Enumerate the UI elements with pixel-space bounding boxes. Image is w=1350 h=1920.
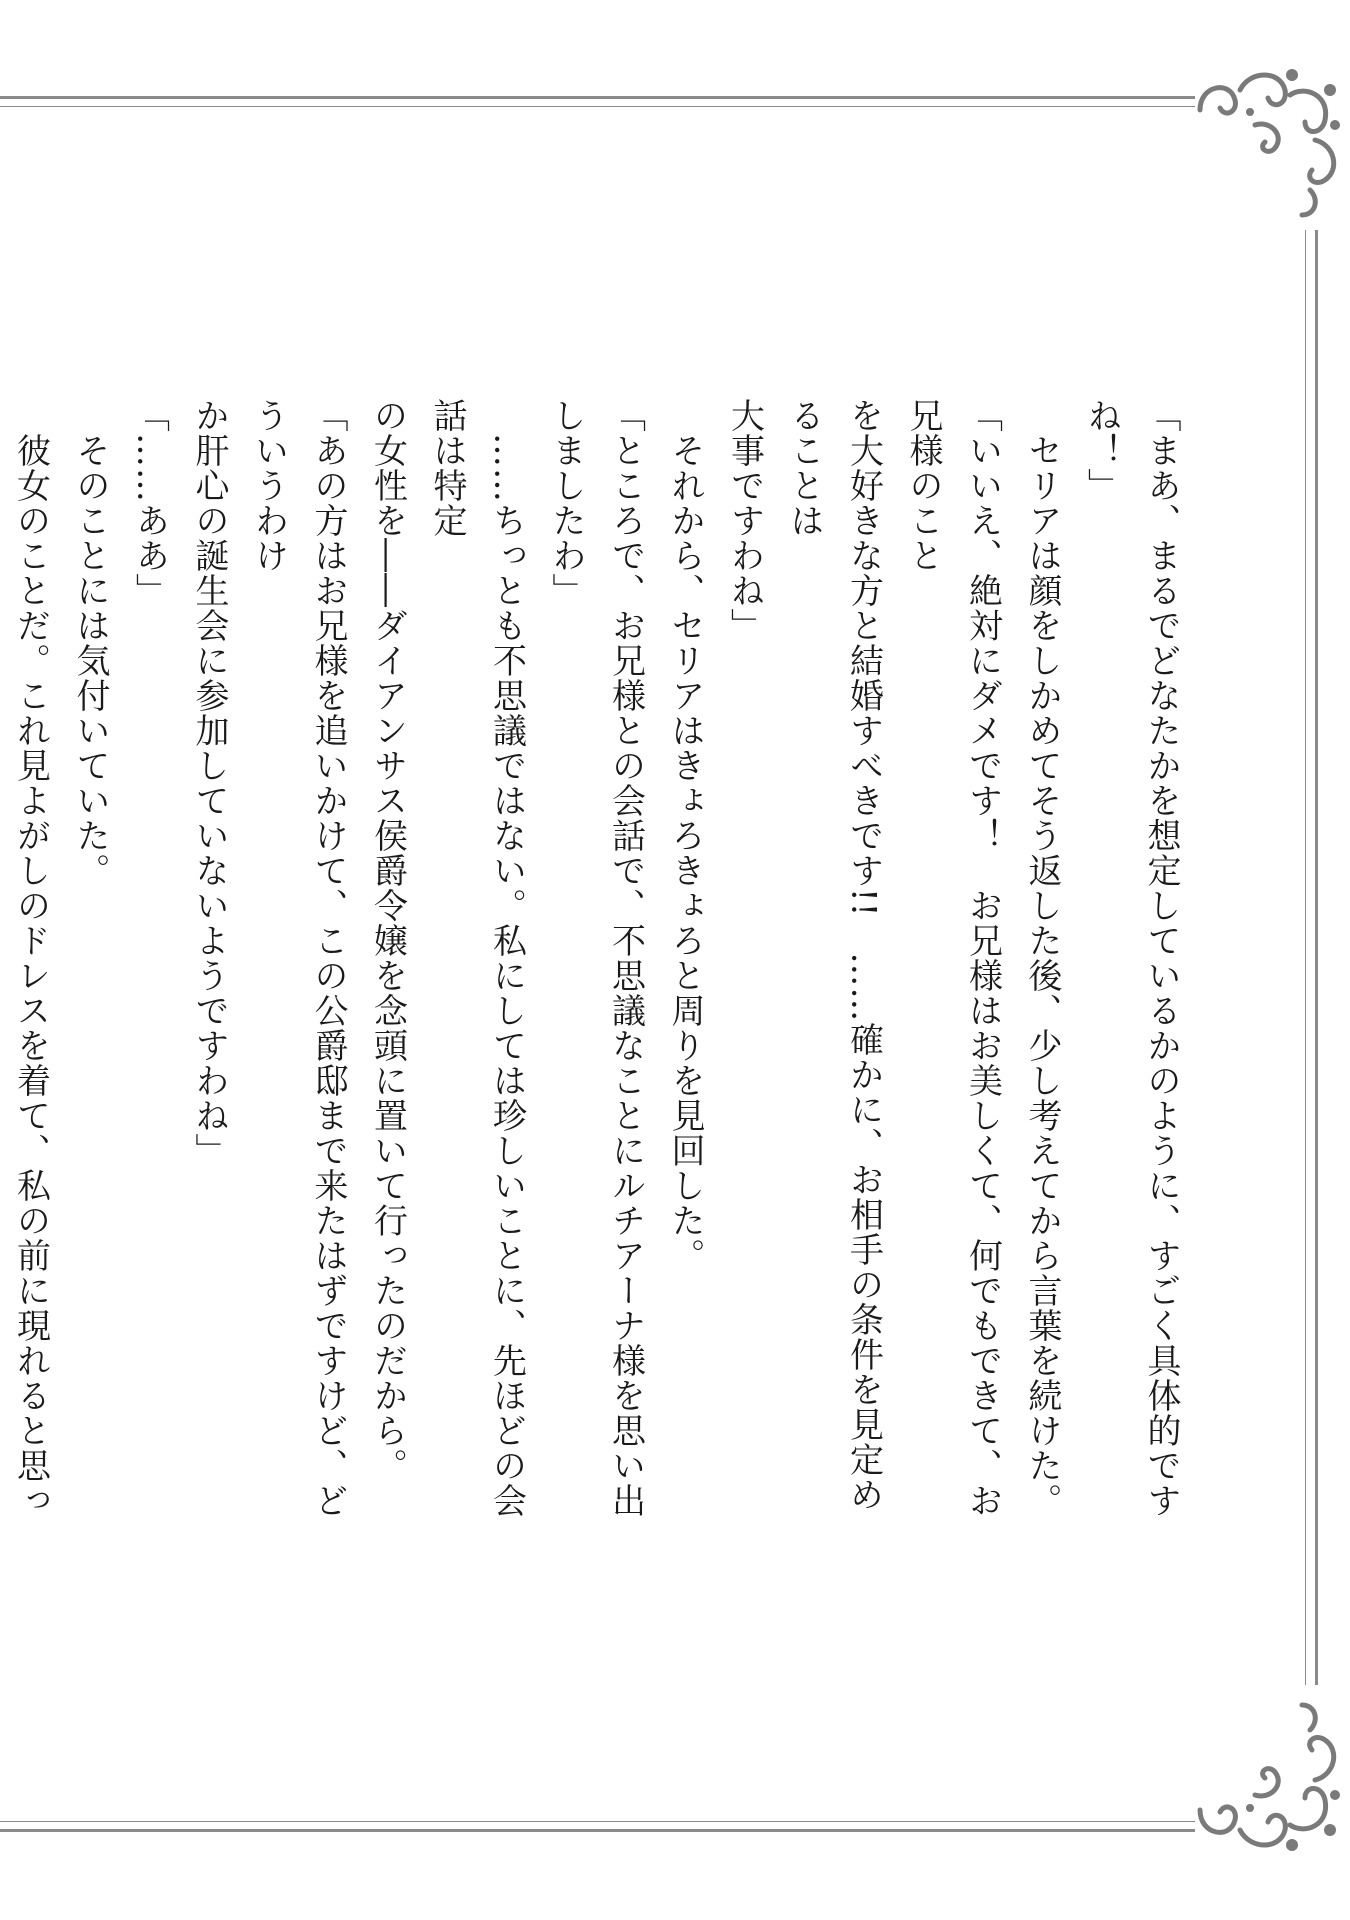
text-line: 「ところで、お兄様との会話で、不思議なことにルチアーナ様を思い出しましたわ」 (546, 398, 646, 1518)
frame-right-border (1315, 230, 1318, 1685)
text-line: 「いいえ、絶対にダメです！ お兄様はお美しくて、何でもできて、お兄様のこと (903, 398, 1003, 1518)
text-line: 彼女のことだ。これ見よがしのドレスを着て、私の前に現れると思っ (10, 433, 51, 1518)
text-line: セリアは顔をしかめてそう返した後、少し考えてから言葉を続けた。 (1022, 398, 1062, 1518)
text-line: 「まあ、まるでどなたかを想定しているかのように、すごく具体的ですね！」 (1081, 398, 1181, 1518)
text-line: の女性を――ダイアンサス侯爵令嬢を念頭に置いて行ったのだから。 (367, 398, 408, 1483)
text-line: を大好きな方と結婚すべきです!! ……確かに、お相手の条件を見定めることは (784, 398, 884, 1513)
text-line: 大事ですわね」 (724, 398, 765, 643)
corner-ornament-bottom-icon (1180, 1700, 1350, 1870)
text-line: か肝心の誕生会に参加していないようですわね」 (189, 398, 229, 1168)
corner-ornament-top-icon (1180, 50, 1350, 220)
frame-bottom-border (0, 1829, 1195, 1832)
text-line: ……ちっとも不思議ではない。私にしては珍しいことに、先ほどの会話は特定 (427, 398, 527, 1518)
frame-bottom-inner-border (0, 1821, 1195, 1822)
frame-right-inner-border (1305, 230, 1306, 1685)
text-line: そのことには気付いていた。 (70, 398, 110, 888)
vertical-text-body (0, 398, 1190, 1528)
frame-top-inner-border (0, 106, 1195, 107)
frame-top-border (0, 96, 1195, 99)
text-line: それから、セリアはきょろきょろと周りを見回した。 (665, 398, 705, 1273)
text-line: 「あの方はお兄様を追いかけて、この公爵邸まで来たはずですけど、どういうわけ (248, 398, 348, 1518)
text-line: 「……ああ」 (129, 398, 170, 608)
